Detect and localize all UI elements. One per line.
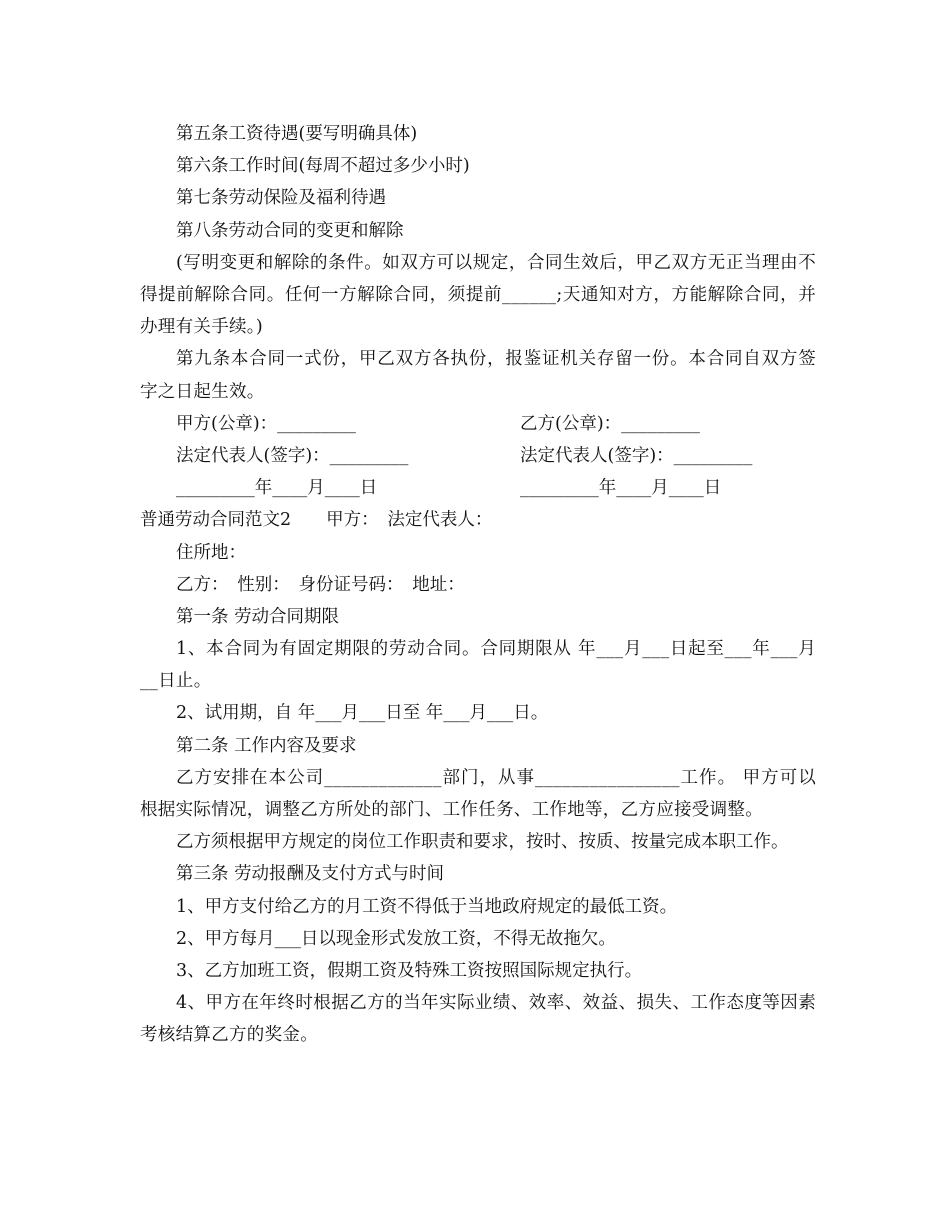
party-b-representative: 法定代表人(签字)：_________ [520,445,753,466]
article-3-paragraph-2: 2、甲方每月___日以现金形式发放工资，不得无故拖欠。 [176,928,616,949]
article-1-title: 第一条 劳动合同期限 [176,606,340,627]
article-9-paragraph: 第九条本合同一式份，甲乙双方各执份，报鉴证机关存留一份。本合同自双方签字之日起生效。 [140,349,816,402]
signature-seal-row [140,408,816,440]
article-1-paragraph-1: 1、本合同为有固定期限的劳动合同。合同期限从 年___月___日起至___年___月__日止。 [140,639,816,692]
party-a-date: _________年____月____日 [176,478,378,499]
article-3-title: 第三条 劳动报酬及支付方式与时间 [176,864,445,885]
template-2-header: 普通劳动合同范文2 甲方： 法定代表人： [140,510,493,531]
party-b-info-line: 乙方： 性别： 身份证号码： 地址： [176,574,465,595]
party-b-date: _________年____月____日 [520,478,722,499]
article-2-paragraph-1: 乙方安排在本公司_____________部门，从事________________工作。 甲方可以根据实际情况，调整乙方所处的部门、工作任务、工作地等，乙方应接受调整。 [140,767,816,821]
party-a-seal: 甲方(公章)：_________ [176,413,356,434]
document-body [140,118,816,1052]
article-5-line: 第五条工资待遇(要写明确具体) [176,124,418,144]
article-3-paragraph-1: 1、甲方支付给乙方的月工资不得低于当地政府规定的最低工资。 [176,896,678,917]
party-a-representative: 法定代表人(签字)：_________ [176,445,409,466]
article-2-title: 第二条 工作内容及要求 [176,735,357,756]
article-3-paragraph-4: 4、甲方在年终时根据乙方的当年实际业绩、效率、效益、损失、工作态度等因素考核结算乙方的奖金。 [140,993,816,1046]
party-b-seal: 乙方(公章)：_________ [520,413,700,434]
address-line: 住所地： [176,542,246,563]
article-8-line: 第八条劳动合同的变更和解除 [176,220,404,241]
article-3-paragraph-3: 3、乙方加班工资，假期工资及特殊工资按照国际规定执行。 [176,961,643,982]
article-1-paragraph-2: 2、试用期，自 年___月___日至 年___月___日。 [176,703,549,724]
signature-rep-row [140,440,816,472]
change-termination-paragraph: (写明变更和解除的条件。如双方可以规定，合同生效后，甲乙双方无正当理由不得提前解除合同。任何一方解除合同，须提前______;天通知对方，方能解除合同，并办理有关手续。) [140,252,816,338]
article-6-line: 第六条工作时间(每周不超过多少小时) [176,156,470,177]
article-7-line: 第七条劳动保险及福利待遇 [176,188,386,209]
article-2-paragraph-2: 乙方须根据甲方规定的岗位工作职责和要求，按时、按质、按量完成本职工作。 [176,832,789,853]
signature-date-row [140,472,816,504]
